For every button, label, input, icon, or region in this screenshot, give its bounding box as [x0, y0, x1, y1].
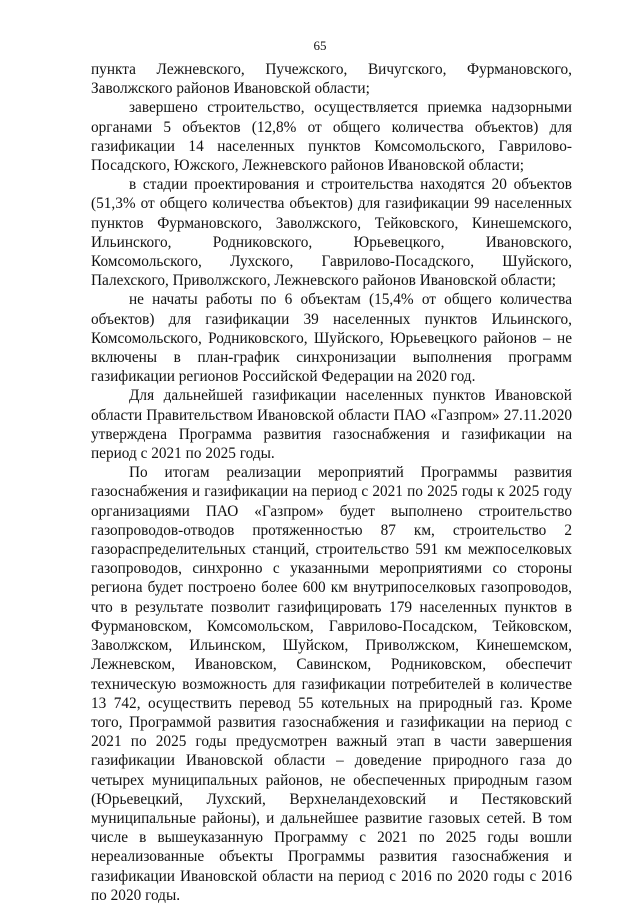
paragraph-program-results: По итогам реализации мероприятий Программы развития газоснабжения и газификации на период с 2021 по 2025 годы к 2025 году организациями ПАО «Газпром» будет выполнено строительство газопроводов-отводов протяженностью 87 км, строительство 2 газораспределительных станций, строительство 591 км межпоселковых газопроводов, синхронно с указанными мероприятиями со стороны региона будет построено более 600 км внутрипоселковых газопроводов, что в результате позволит газифицировать 179 населенных пунктов в Фурмановском, Комсомольском, Гаврилово-Посадском, Тейковском, Заволжском, Ильинском, Шуйском, Приволжском, Кинешемском, Лежневском, Ивановском, Савинском, Родниковском, обеспечит техническую возможность для газификации потребителей в количестве 13 742, осуществить перевод 55 котельных на природный газ. Кроме того, Программой развития газоснабжения и газификации на период с 2021 по 2025 годы предусмотрен важный этап в части завершения газификации Ивановской области – доведение природного газа до четырех муниципальных районов, не обеспеченных природным газом (Юрьевецкий, Лухский, Верхнеландеховский и Пестяковский муниципальные районы), и дальнейшее развитие газовых сетей. В том числе в вышеуказанную Программу с 2021 по 2025 годы вошли нереализованные объекты Программы развития газоснабжения и газификации Ивановской области на период с 2016 по 2020 годы с 2016 по 2020 годы.: [91, 464, 572, 904]
paragraph-program-approval: Для дальнейшей газификации населенных пунктов Ивановской области Правительством Ивановской области ПАО «Газпром» 27.11.2020 утверждена Программа развития газоснабжения и газификации на период с 2021 по 2025 годы.: [91, 387, 572, 463]
document-body: [91, 60, 572, 905]
paragraph-continuation: пункта Лежневского, Пучежского, Вичугского, Фурмановского, Заволжского районов Ивановской области;: [91, 61, 572, 98]
page-number: 65: [313, 38, 327, 53]
paragraph-design-stage: в стадии проектирования и строительства находятся 20 объектов (51,3% от общего количества объектов) для газификации 99 населенных пунктов Фурмановского, Заволжского, Тейковского, Кинешемского, Ильинского, Родниковского, Юрьевецкого, Ивановского, Комсомольского, Лухского, Гаврилово-Посадского, Шуйского, Палехского, Приволжского, Лежневского районов Ивановской области;: [91, 176, 572, 290]
paragraph-completed-objects: завершено строительство, осуществляется приемка надзорными органами 5 объектов (12,8% от общего количества объектов) для газификации 14 населенных пунктов Комсомольского, Гаврилово-Посадского, Южского, Лежневского районов Ивановской области;: [91, 99, 572, 175]
paragraph-not-started: не начаты работы по 6 объектам (15,4% от общего количества объектов) для газификации 39 населенных пунктов Ильинского, Комсомольского, Родниковского, Шуйского, Юрьевецкого районов – не включены в план-график синхронизации выполнения программ газификации регионов Российской Федерации на 2020 год.: [91, 291, 572, 386]
